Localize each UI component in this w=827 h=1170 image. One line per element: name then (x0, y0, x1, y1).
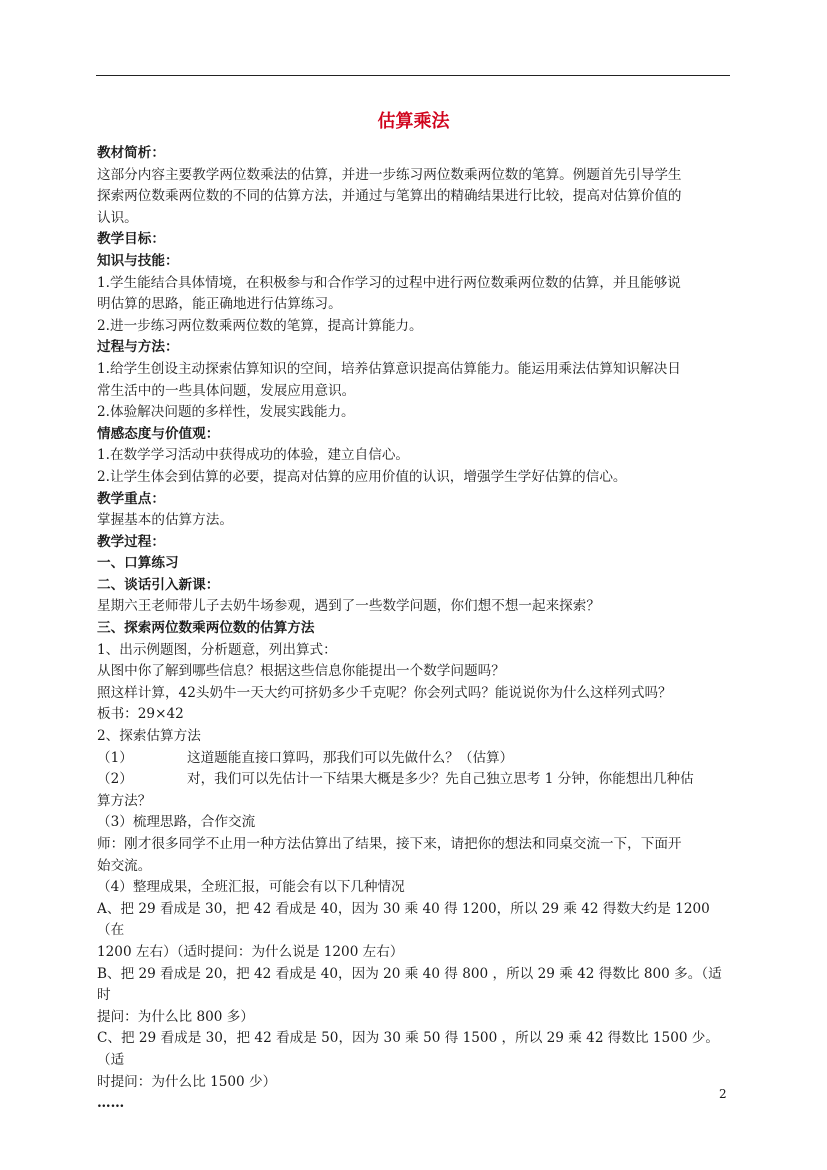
header-rule (96, 75, 730, 76)
paragraph-line: 板书：29×42 (97, 706, 184, 723)
paragraph-line: 2.进一步练习两位数乘两位数的笔算，提高计算能力。 (97, 317, 423, 334)
ellipsis-line: …… (97, 1095, 125, 1112)
paragraph-line: 1、出示例题图，分析题意，列出算式： (97, 641, 337, 658)
paragraph-line: 这部分内容主要教学两位数乘法的估算，并进一步练习两位数乘两位数的笔算。例题首先引导学生 (97, 166, 682, 183)
paragraph-line: 星期六王老师带儿子去奶牛场参观，遇到了一些数学问题，你们想不想一起来探索？ (97, 598, 600, 615)
paragraph-line: 1.给学生创设主动探索估算知识的空间，培养估算意识提高估算能力。能运用乘法估算知识解决日 (97, 360, 681, 377)
paragraph-line: 2.让学生体会到估算的必要，提高对估算的应用价值的认识，增强学生学好估算的信心。 (97, 468, 627, 485)
paragraph-line: 1200 左右）（适时提问：为什么说是 1200 左右） (97, 943, 404, 960)
paragraph-line: 掌握基本的估算方法。 (97, 512, 233, 529)
subsection-heading: 知识与技能： (97, 252, 179, 269)
paragraph-line: 师：刚才很多同学不止用一种方法估算出了结果，接下来，请把你的想法和同桌交流一下，下面开 (97, 836, 682, 852)
document-title: 估算乘法 (377, 111, 450, 132)
paragraph-line: B、把 29 看成是 20，把 42 看成是 40，因为 20 乘 40 得 800 ，所以 29 乘 42 得数比 800 多。（适时 (97, 965, 722, 1004)
paragraph-line: 从图中你了解到哪些信息？根据这些信息你能提出一个数学问题吗？ (97, 663, 505, 680)
paragraph-line: 明估算的思路，能正确地进行估算练习。 (97, 296, 342, 313)
numbered-line (97, 748, 735, 770)
paragraph-line: 2.体验解决问题的多样性，发展实践能力。 (97, 404, 355, 421)
item-number: （2） (97, 771, 133, 788)
paragraph-line: 2、探索估算方法 (97, 728, 201, 745)
paragraph-line: 时提问：为什么比 1500 少） (97, 1073, 277, 1090)
paragraph-line: C、把 29 看成是 30，把 42 看成是 50，因为 30 乘 50 得 1500 ，所以 29 乘 42 得数比 1500 少。 （适 (97, 1030, 719, 1068)
paragraph-line: 始交流。 (97, 857, 152, 874)
section-heading: 教材简析： (97, 145, 165, 161)
item-text: 对，我们可以先估计一下结果大概是多少？先自己独立思考 1 分钟，你能想出几种估 (187, 771, 694, 788)
paragraph-line: A、把 29 看成是 30，把 42 看成是 40，因为 30 乘 40 得 1200，所以 29 乘 42 得数大约是 1200 （在 (97, 900, 710, 939)
subsection-heading: 二、谈话引入新课： (97, 576, 220, 593)
section-heading: 教学目标： (97, 231, 165, 248)
paragraph-line: 探索两位数乘两位数的不同的估算方法，并通过与笔算出的精确结果进行比较，提高对估算价值的 (97, 188, 682, 205)
paragraph-line: 认识。 (97, 209, 138, 226)
page-number: 2 (719, 1087, 727, 1101)
subsection-heading: 情感态度与价值观： (97, 425, 220, 442)
section-heading: 教学重点： (97, 490, 165, 507)
document-body (97, 143, 735, 1115)
paragraph-line: （3）梳理思路，合作交流 (97, 814, 256, 831)
paragraph-line: 提问：为什么比 800 多） (97, 1008, 254, 1025)
subsection-heading: 一、口算练习 (97, 555, 179, 572)
paragraph-line: 1.在数学学习活动中获得成功的体验，建立自信心。 (97, 447, 410, 464)
item-text: 这道题能直接口算吗，那我们可以先做什么？（估算） (187, 749, 514, 766)
paragraph-line: 照这样计算，42头奶牛一天大约可挤奶多少千克呢？你会列式吗？能说说你为什么这样列式吗？ (97, 684, 672, 701)
numbered-line (97, 769, 735, 791)
subsection-heading: 过程与方法： (97, 339, 179, 356)
paragraph-line: 算方法？ (97, 792, 152, 809)
paragraph-line: （4）整理成果，全班汇报，可能会有以下几种情况 (97, 879, 405, 896)
section-heading: 教学过程： (97, 533, 165, 550)
subsection-heading: 三、探索两位数乘两位数的估算方法 (97, 620, 315, 637)
item-number: （1） (97, 749, 133, 766)
paragraph-line: 1.学生能结合具体情境，在积极参与和合作学习的过程中进行两位数乘两位数的估算，并且能够说 (97, 274, 681, 291)
paragraph-line: 常生活中的一些具体问题，发展应用意识。 (97, 382, 356, 399)
